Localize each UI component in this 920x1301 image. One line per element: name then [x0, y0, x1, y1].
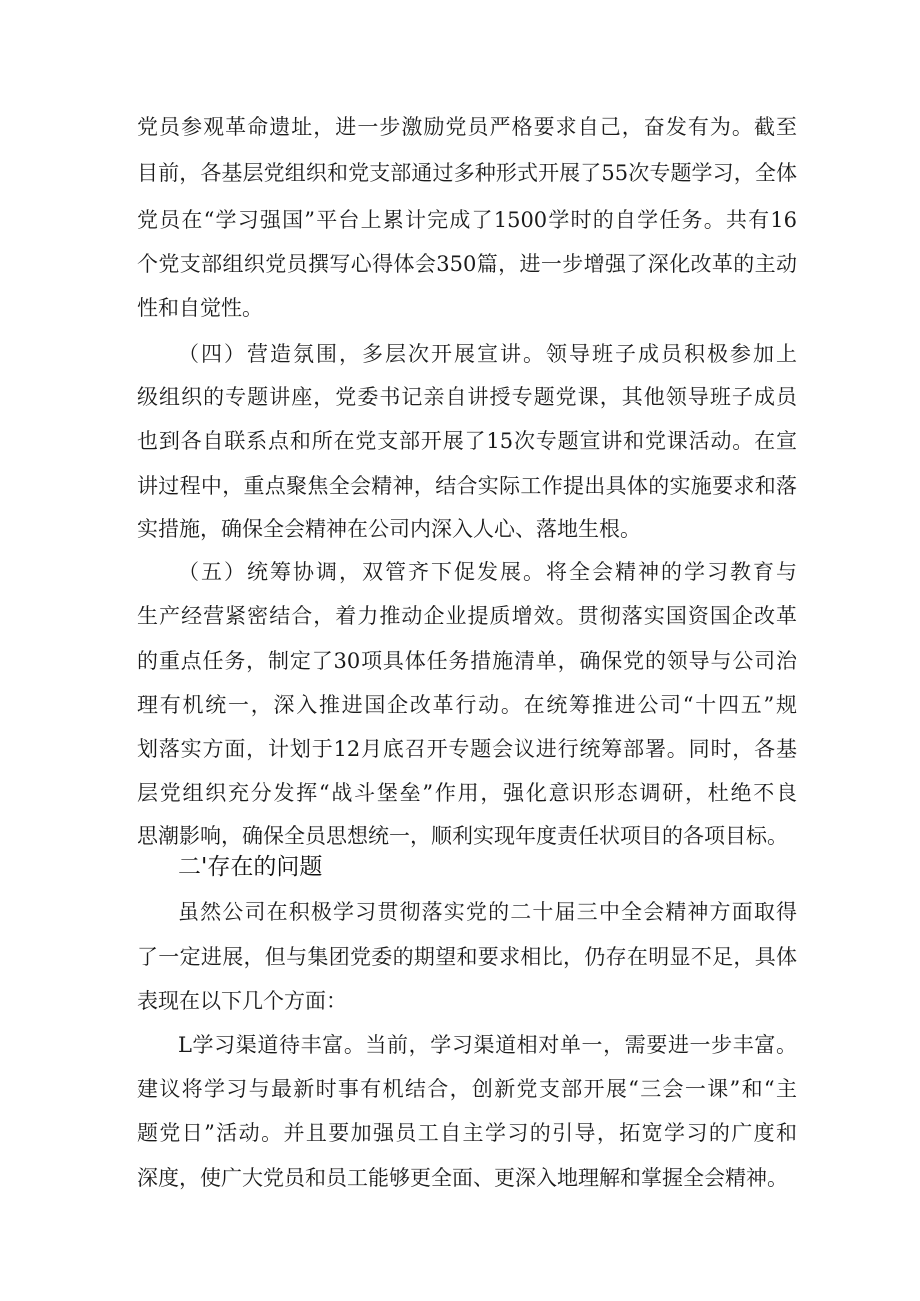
- text-line: 的重点任务，制定了30项具体任务措施清单，确保党的领导与公司治: [137, 649, 797, 673]
- text-line: 建议将学习与最新时事有机结合，创新党支部开展“三会一课”和“主: [137, 1077, 797, 1101]
- text-line: 层党组织充分发挥“战斗堡垒”作用，强化意识形态调研，杜绝不良: [137, 781, 797, 805]
- text-line: 生产经营紧密结合，着力推动企业提质增效。贯彻落实国资国企改革: [137, 604, 797, 628]
- text-line: 讲过程中，重点聚焦全会精神，结合实际工作提出具体的实施要求和落: [137, 474, 797, 498]
- text-line: 级组织的专题讲座，党委书记亲自讲授专题党课，其他领导班子成员: [137, 385, 797, 409]
- intro-first-line: 虽然公司在积极学习贯彻落实党的二十届三中全会精神方面取得: [178, 900, 797, 924]
- text-line: 表现在以下几个方面：: [137, 989, 347, 1013]
- text-line: 党员在“学习强国”平台上累计完成了1500学时的自学任务。共有16: [137, 208, 797, 232]
- item-one-first-line: L学习渠道待丰富。当前，学习渠道相对单一，需要进一步丰富。: [178, 1033, 797, 1057]
- text-line: 党员参观革命遗址，进一步激励党员严格要求自己，奋发有为。截至: [137, 115, 797, 139]
- text-line: 个党支部组织党员撰写心得体会350篇，进一步增强了深化改革的主动: [137, 252, 797, 276]
- text-line: 实措施，确保全会精神在公司内深入人心、落地生根。: [137, 517, 641, 541]
- text-line: 了一定进展，但与集团党委的期望和要求相比，仍存在明显不足，具体: [137, 945, 797, 969]
- text-line: 划落实方面，计划于12月底召开专题会议进行统筹部署。同时，各基: [137, 737, 797, 761]
- section-heading: 二'存在的问题: [178, 854, 323, 880]
- paragraph-four-first-line: （四）营造氛围，多层次开展宣讲。领导班子成员积极参加上: [178, 342, 797, 366]
- text-line: 深度，使广大党员和员工能够更全面、更深入地理解和掌握全会精神。: [137, 1166, 788, 1190]
- text-line: 理有机统一，深入推进国企改革行动。在统筹推进公司“十四五”规: [137, 693, 797, 717]
- text-line: 也到各自联系点和所在党支部开展了15次专题宣讲和党课活动。在宣: [137, 429, 797, 453]
- text-line: 思潮影响，确保全员思想统一，顺利实现年度责任状项目的各项目标。: [137, 824, 788, 848]
- text-line: 目前，各基层党组织和党支部通过多种形式开展了55次专题学习，全体: [137, 161, 797, 185]
- text-line: 性和自觉性。: [137, 296, 263, 320]
- text-line: 题党日”活动。并且要加强员工自主学习的引导，拓宽学习的广度和: [137, 1121, 797, 1145]
- paragraph-five-first-line: （五）统筹协调，双管齐下促发展。将全会精神的学习教育与: [178, 560, 797, 584]
